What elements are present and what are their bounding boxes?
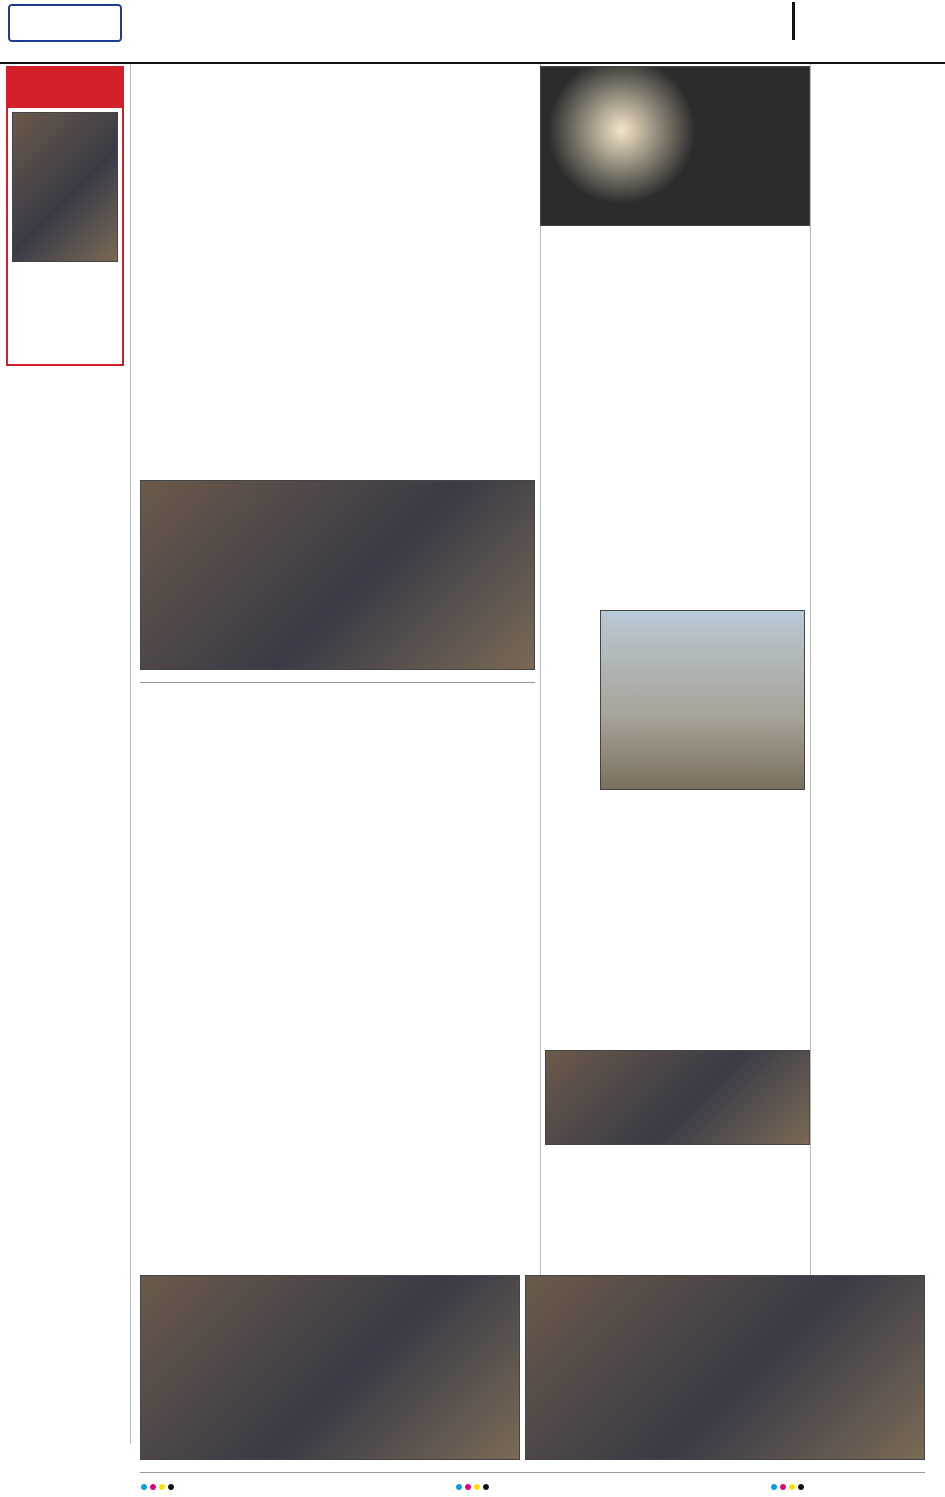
magenta-swatch — [465, 1484, 471, 1490]
ink-swatch-group — [771, 1484, 804, 1490]
inauguration-photo — [525, 1275, 925, 1460]
column-rule — [130, 64, 131, 1444]
black-swatch — [168, 1484, 174, 1490]
print-registration-marks — [0, 1477, 945, 1497]
magenta-swatch — [150, 1484, 156, 1490]
info-box-banner — [8, 68, 122, 108]
memorial-group-photo — [140, 1275, 520, 1460]
column-rule — [810, 64, 811, 1444]
newspaper-logo — [8, 4, 122, 42]
temple-info-box — [6, 66, 124, 366]
magenta-swatch — [780, 1484, 786, 1490]
temple-pillar-photo — [600, 610, 805, 790]
yellow-swatch — [159, 1484, 165, 1490]
ink-swatch-group — [141, 1484, 174, 1490]
temple-photo — [12, 112, 118, 262]
masthead — [0, 0, 945, 42]
ink-swatch-group — [456, 1484, 489, 1490]
yellow-swatch — [789, 1484, 795, 1490]
cyan-swatch — [771, 1484, 777, 1490]
cyan-swatch — [141, 1484, 147, 1490]
meeting-photo — [545, 1050, 810, 1145]
cyan-swatch — [456, 1484, 462, 1490]
info-box-date — [12, 268, 118, 280]
black-swatch — [483, 1484, 489, 1490]
column-rule — [540, 64, 541, 1444]
photo-caption — [140, 1462, 925, 1473]
page-label — [792, 2, 945, 40]
dateline — [0, 44, 945, 64]
photo-caption — [140, 672, 535, 683]
award-ceremony-photo — [140, 480, 535, 670]
deities-photo — [540, 66, 810, 226]
yellow-swatch — [474, 1484, 480, 1490]
black-swatch — [798, 1484, 804, 1490]
